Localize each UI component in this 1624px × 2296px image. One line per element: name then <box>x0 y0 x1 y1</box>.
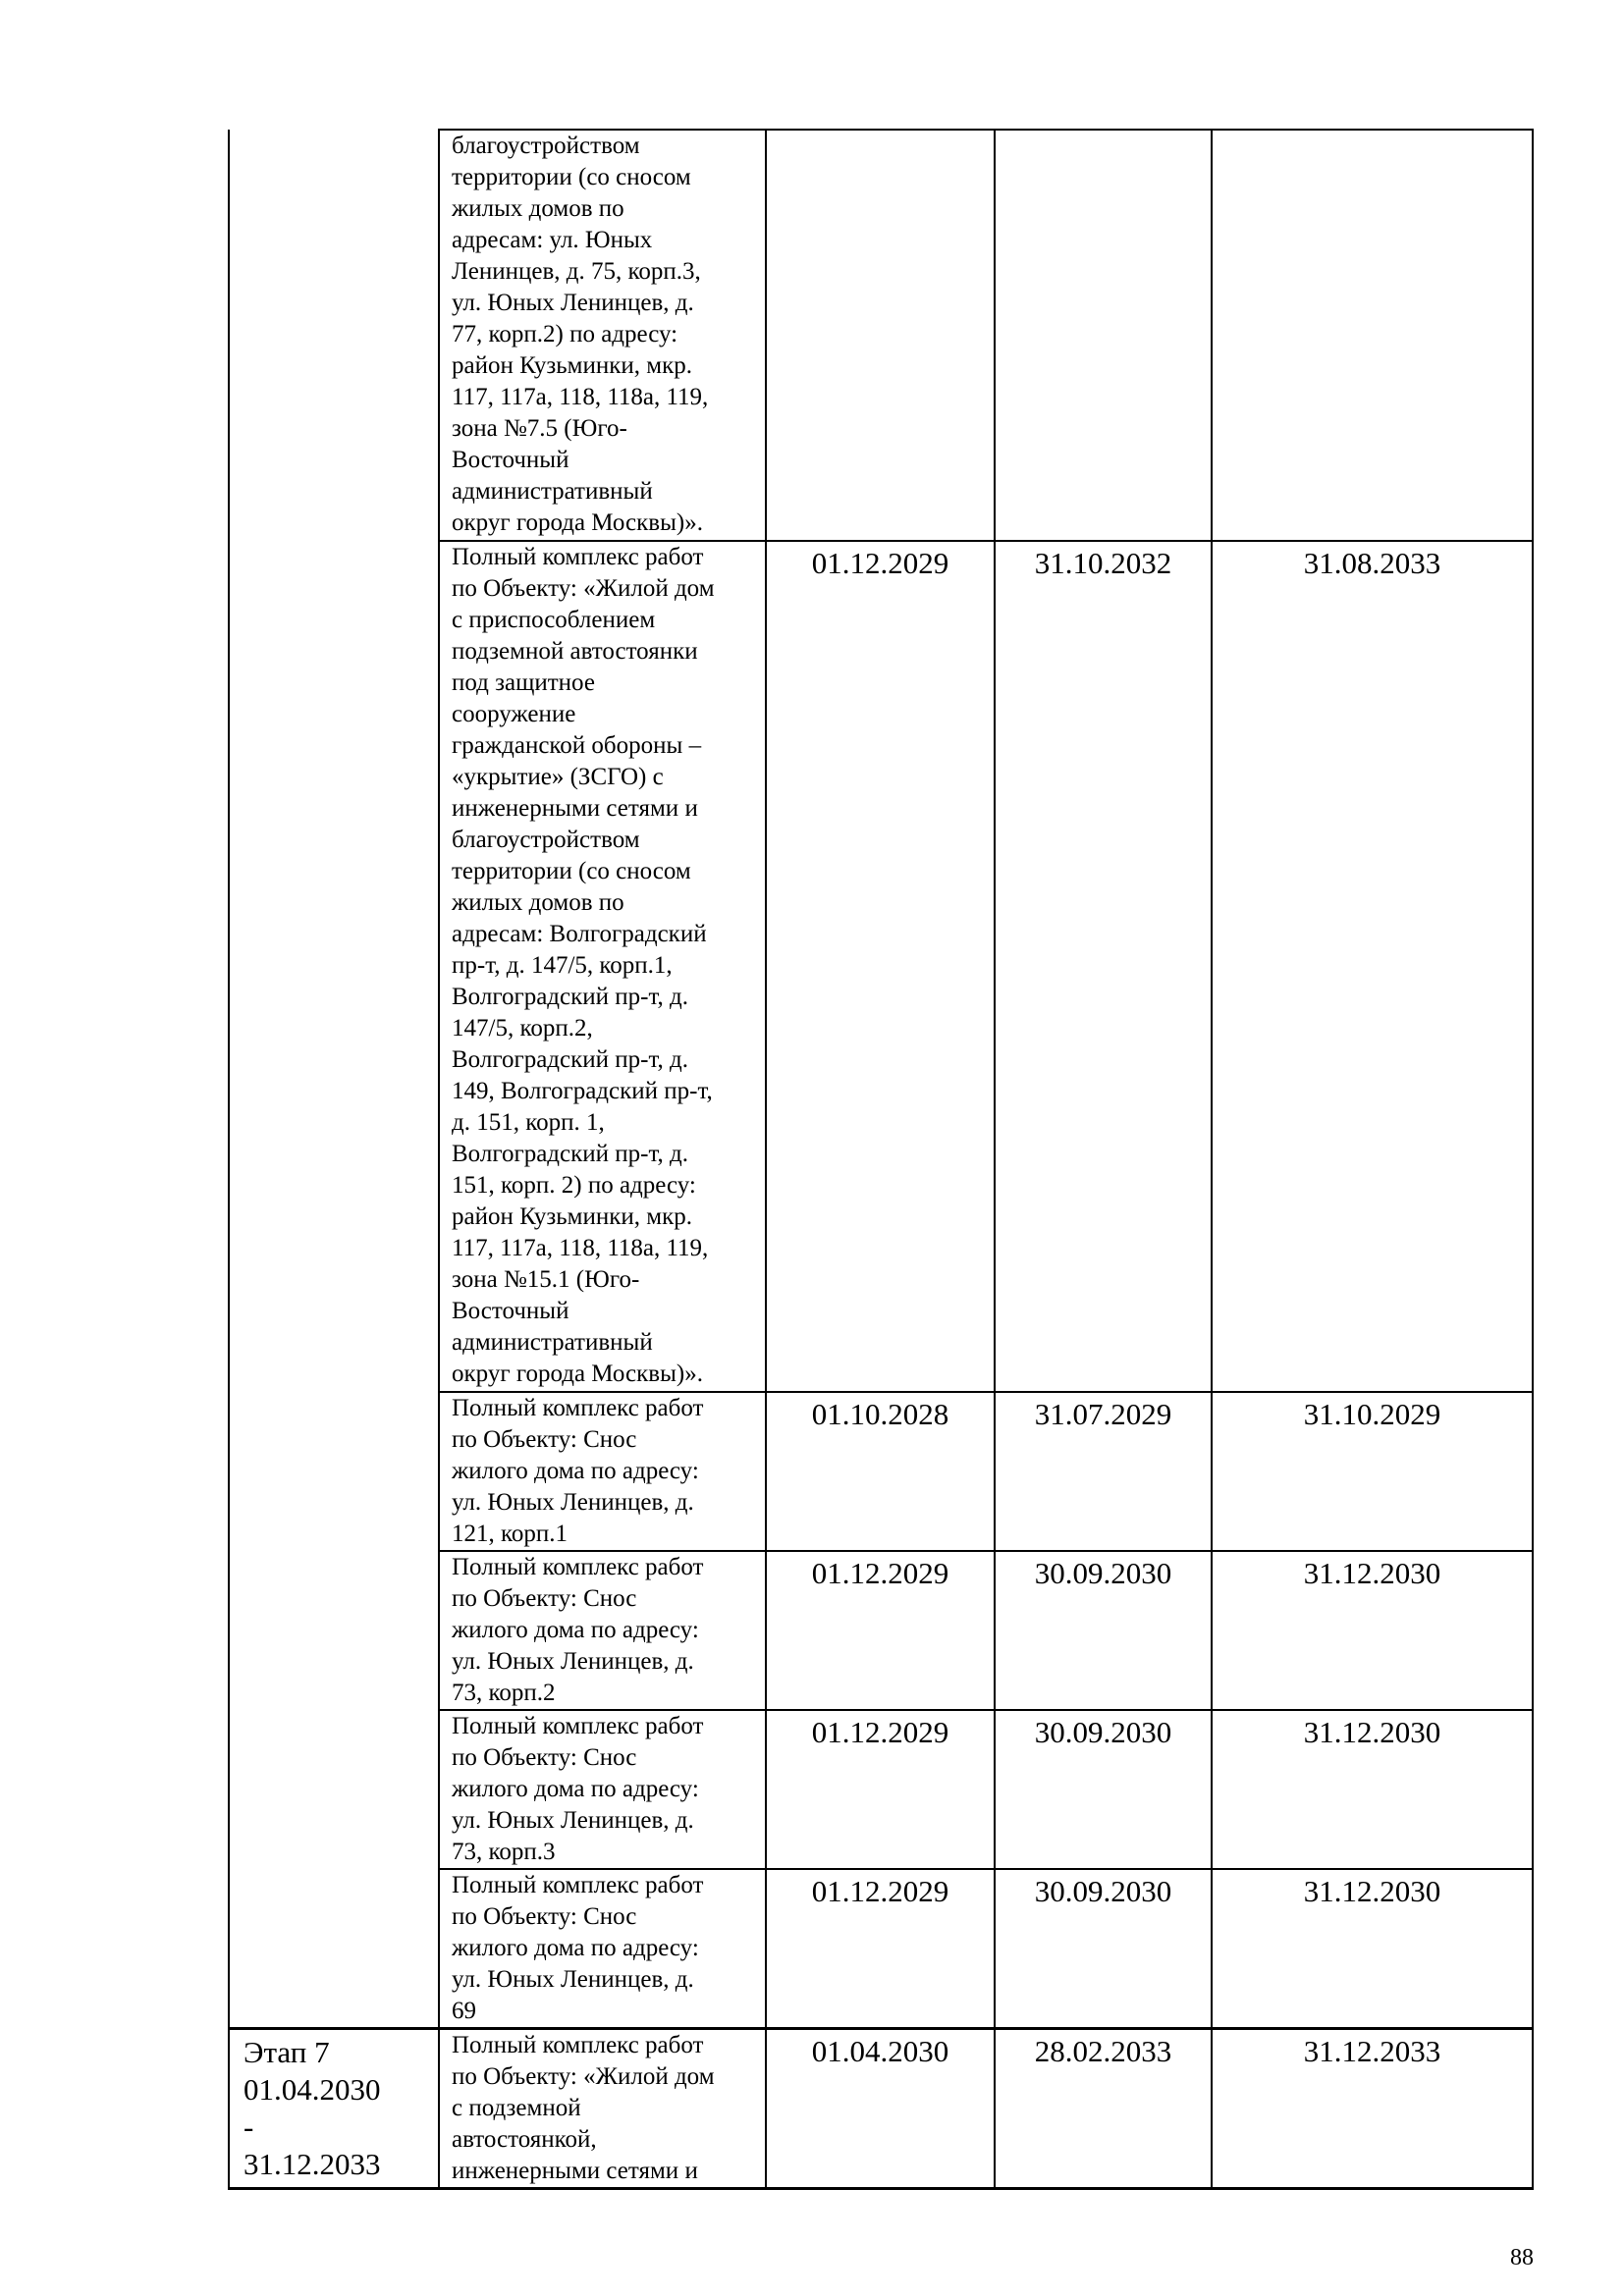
start-date: 01.10.2028 <box>811 1397 949 1431</box>
description-cell <box>439 1869 766 2029</box>
description-cell <box>439 1551 766 1710</box>
end-date-cell <box>995 130 1212 541</box>
completion-date: 31.12.2033 <box>1303 2034 1441 2068</box>
completion-date: 31.10.2029 <box>1303 1397 1441 1431</box>
completion-date-cell <box>1212 1869 1533 2029</box>
end-date-cell <box>995 2029 1212 2189</box>
start-date: 01.12.2029 <box>811 1715 949 1749</box>
stage-label: Этап 7 01.04.2030 - 31.12.2033 <box>244 2035 381 2181</box>
completion-date-cell <box>1212 541 1533 1392</box>
end-date-cell <box>995 1869 1212 2029</box>
end-date-cell <box>995 1392 1212 1551</box>
end-date-cell <box>995 541 1212 1392</box>
completion-date: 31.08.2033 <box>1303 546 1441 580</box>
description-cell <box>439 1392 766 1551</box>
start-date-cell <box>766 2029 995 2189</box>
start-date-cell <box>766 1392 995 1551</box>
start-date-cell <box>766 1869 995 2029</box>
completion-date: 31.12.2030 <box>1303 1556 1441 1590</box>
end-date: 28.02.2033 <box>1034 2034 1172 2068</box>
completion-date-cell <box>1212 1392 1533 1551</box>
table-row <box>229 2029 1533 2189</box>
description-cell <box>439 541 766 1392</box>
object-description: Полный комплекс работ по Объекту: Снос жилого дома по адресу: ул. Юных Ленинцев, д. 73, корп.2 <box>452 1554 704 1706</box>
completion-date-cell <box>1212 1551 1533 1710</box>
end-date: 30.09.2030 <box>1034 1556 1172 1590</box>
start-date-cell <box>766 541 995 1392</box>
end-date: 30.09.2030 <box>1034 1715 1172 1749</box>
object-description: Полный комплекс работ по Объекту: «Жилой дом с подземной автостоянкой, инженерными сетями и <box>452 2032 715 2184</box>
start-date-cell <box>766 1551 995 1710</box>
stage-cell-continued <box>229 130 439 2029</box>
end-date-cell <box>995 1551 1212 1710</box>
completion-date-cell <box>1212 130 1533 541</box>
start-date: 01.12.2029 <box>811 1874 949 1908</box>
end-date: 31.10.2032 <box>1034 546 1172 580</box>
object-description: благоустройством территории (со сносом жилых домов по адресам: ул. Юных Ленинцев, д. 75, корп.3, ул. Юных Ленинцев, д. 77, корп.2) по адресу: район Кузьминки, мкр. 117, 117а, 118, 118а, 119, зона №7.5 (Юго- Восточный административный округ города Москвы)». <box>452 133 709 536</box>
start-date-cell <box>766 1710 995 1869</box>
end-date-cell <box>995 1710 1212 1869</box>
page-number: 88 <box>1510 2245 1534 2270</box>
completion-date: 31.12.2030 <box>1303 1874 1441 1908</box>
schedule-table <box>228 129 1534 2190</box>
completion-date-cell <box>1212 2029 1533 2189</box>
start-date-cell <box>766 130 995 541</box>
object-description: Полный комплекс работ по Объекту: Снос жилого дома по адресу: ул. Юных Ленинцев, д. 69 <box>452 1872 704 2024</box>
end-date: 31.07.2029 <box>1034 1397 1172 1431</box>
start-date: 01.04.2030 <box>811 2034 949 2068</box>
start-date: 01.12.2029 <box>811 546 949 580</box>
object-description: Полный комплекс работ по Объекту: «Жилой дом с приспособлением подземной автостоянки под защитное сооружение гражданской обороны – «укрытие» (ЗСГО) с инженерными сетями и благоустройством территории (со сносом жилых домов по адресам: Волгоградский пр-т, д. 147/5, корп.1, Волгоградский пр-т, д. 147/5, корп.2, Волгоградский пр-т, д. 149, Волгоградский пр-т, д. 151, корп. 1, Волгоградский пр-т, д. 151, корп. 2) по адресу: район Кузьминки, мкр. 117, 117а, 118, 118а, 119, зона №15.1 (Юго- Восточный административный округ города Москвы)». <box>452 544 715 1387</box>
start-date: 01.12.2029 <box>811 1556 949 1590</box>
description-cell <box>439 1710 766 1869</box>
description-cell <box>439 130 766 541</box>
completion-date-cell <box>1212 1710 1533 1869</box>
table-row <box>229 130 1533 541</box>
object-description: Полный комплекс работ по Объекту: Снос жилого дома по адресу: ул. Юных Ленинцев, д. 121, корп.1 <box>452 1395 704 1547</box>
end-date: 30.09.2030 <box>1034 1874 1172 1908</box>
object-description: Полный комплекс работ по Объекту: Снос жилого дома по адресу: ул. Юных Ленинцев, д. 73, корп.3 <box>452 1713 704 1865</box>
completion-date: 31.12.2030 <box>1303 1715 1441 1749</box>
description-cell <box>439 2029 766 2189</box>
stage-cell <box>229 2029 439 2189</box>
